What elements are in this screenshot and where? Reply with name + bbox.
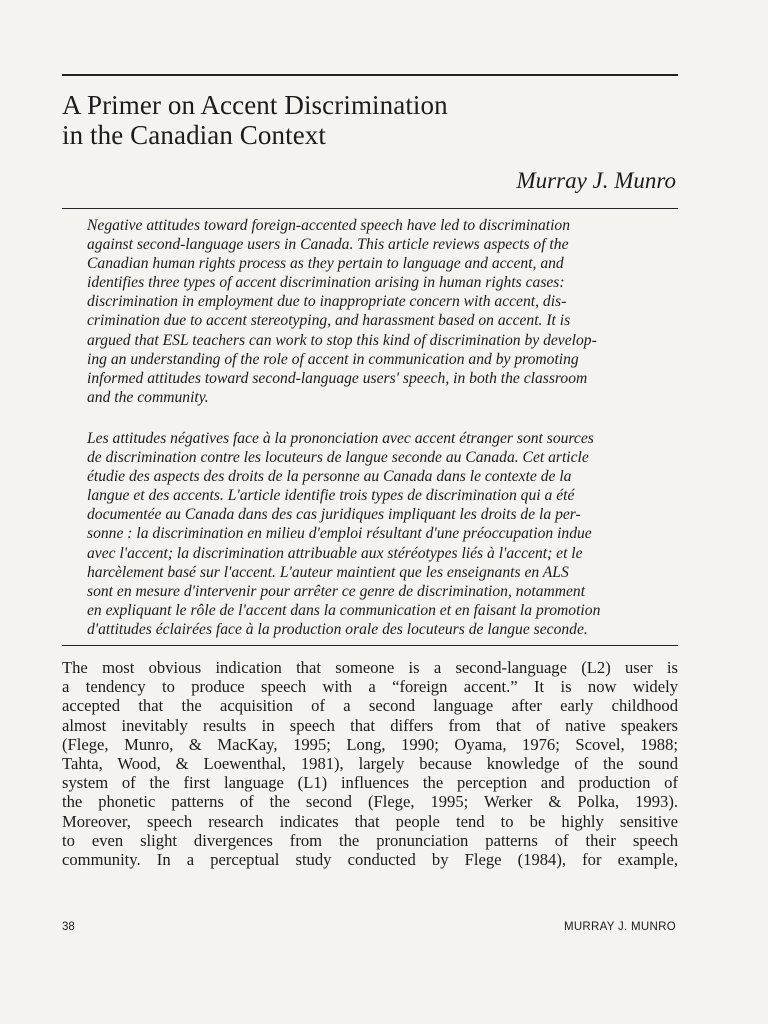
abstract-line: sonne : la discrimination en milieu d'emploi résultant d'une préoccupation indue [87, 525, 592, 543]
abstract-line: discrimination in employment due to inappropriate concern with accent, dis- [87, 293, 567, 311]
body-paragraph [62, 658, 678, 869]
body-line: accepted that the acquisition of a second language after early childhood [62, 696, 678, 716]
body-line: Tahta, Wood, & Loewenthal, 1981), largely because knowledge of the sound [62, 754, 678, 774]
title-rule [62, 208, 678, 209]
body-line: to even slight divergences from the pronunciation patterns of their speech [62, 830, 678, 850]
body-line: almost inevitably results in speech that differs from that of native speakers [62, 715, 678, 735]
abstract-line: Negative attitudes toward foreign-accented speech have led to discrimination [87, 217, 571, 234]
title-line: in the Canadian Context [62, 120, 326, 150]
abstract-line: langue et des accents. L'article identifie trois types de discrimination qui a été [87, 487, 575, 505]
abstract-line: harcèlement basé sur l'accent. L'auteur maintient que les enseignants en ALS [87, 563, 569, 581]
body-line: system of the first language (L1) influences the perception and production of [62, 773, 678, 793]
body-line: the phonetic patterns of the second (Flege, 1995; Werker & Polka, 1993). [62, 792, 678, 812]
abstract-line: avec l'accent; la discrimination attribuable aux stéréotypes liés à l'accent; et le [87, 544, 583, 562]
abstract-line: sont en mesure d'intervenir pour arrêter ce genre de discrimination, notamment [87, 582, 586, 600]
abstract-line: informed attitudes toward second-language users' speech, in both the classroom [87, 369, 588, 387]
abstract-line: Canadian human rights process as they pertain to language and accent, and [87, 255, 564, 273]
body-line: community. In a perceptual study conducted by Flege (1984), for example, [62, 850, 678, 870]
abstract-end-rule [62, 645, 678, 646]
abstract-french [87, 429, 678, 639]
running-head: MURRAY J. MUNRO [563, 921, 676, 933]
page-number: 38 [62, 921, 75, 933]
body-line: a tendency to produce speech with a “foreign accent.” It is now widely [62, 677, 678, 697]
body-line: (Flege, Munro, & MacKay, 1995; Long, 1990; Oyama, 1976; Scovel, 1988; [62, 734, 678, 754]
abstract-line: de discrimination contre les locuteurs de langue seconde au Canada. Cet article [87, 449, 589, 467]
abstract-line: étudie des aspects des droits de la personne au Canada dans le contexte de la [87, 468, 572, 486]
abstract-line: Les attitudes négatives face à la prononciation avec accent étranger sont sources [87, 430, 594, 447]
abstract-line: crimination due to accent stereotyping, and harassment based on accent. It is [87, 312, 571, 330]
abstract-line: ing an understanding of the role of accent in communication and by promoting [87, 350, 579, 368]
top-rule [62, 74, 678, 76]
abstract-line: and the community. [87, 388, 209, 406]
abstract-line: against second-language users in Canada. This article reviews aspects of the [87, 236, 569, 254]
abstract-line: en expliquant le rôle de l'accent dans la communication et en faisant la promotion [87, 601, 601, 619]
abstract-line: argued that ESL teachers can work to stop this kind of discrimination by develop- [87, 331, 597, 349]
abstract-english [87, 216, 678, 407]
abstract-line: d'attitudes éclairées face à la production orale des locuteurs de langue seconde. [87, 620, 588, 638]
title-line: A Primer on Accent Discrimination [62, 90, 448, 120]
body-line: The most obvious indication that someone is a second-language (L2) user is [62, 658, 678, 677]
abstract-line: identifies three types of accent discrimination arising in human rights cases: [87, 274, 565, 292]
article-title [62, 90, 678, 150]
author-name: Murray J. Munro [516, 168, 676, 193]
body-line: Moreover, speech research indicates that people tend to be highly sensitive [62, 811, 678, 831]
abstract-line: documentée au Canada dans des cas juridiques impliquant les droits de la per- [87, 506, 581, 524]
